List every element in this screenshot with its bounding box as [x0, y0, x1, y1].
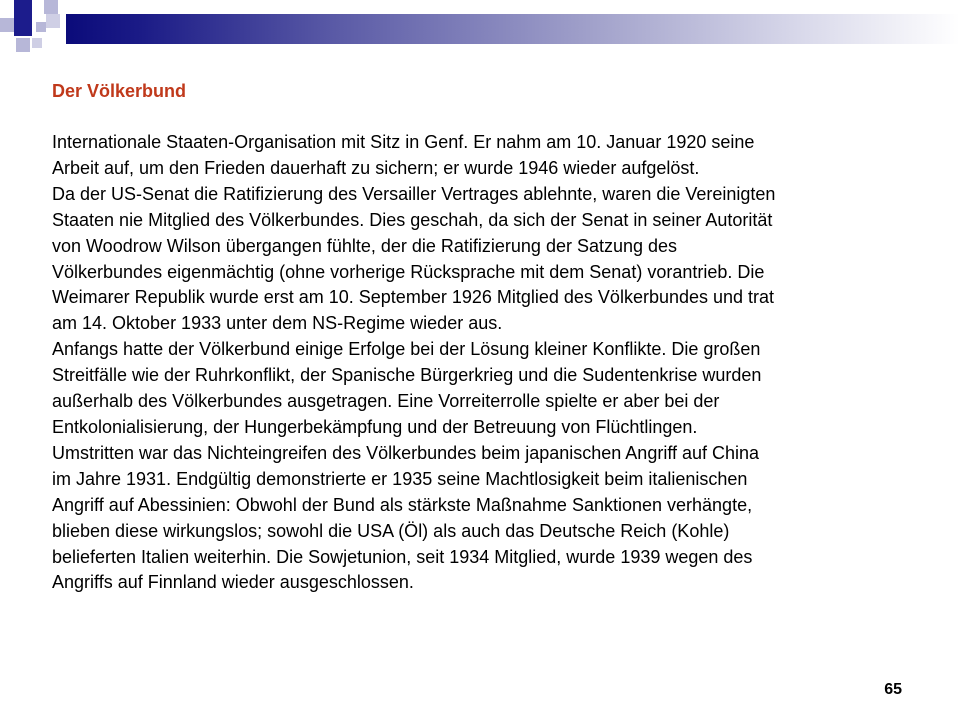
decor-square-dark	[14, 0, 32, 18]
decor-square-light	[36, 22, 46, 32]
body-line: blieben diese wirkungslos; sowohl die USA (Öl) als auch das Deutsche Reich (Kohle)	[52, 520, 730, 541]
body-line: belieferten Italien weiterhin. Die Sowjetunion, seit 1934 Mitglied, wurde 1939 wegen des	[52, 546, 753, 567]
body-line: Entkolonialisierung, der Hungerbekämpfung und der Betreuung von Flüchtlingen.	[52, 416, 698, 437]
body-line: Weimarer Republik wurde erst am 10. September 1926 Mitglied des Völkerbundes und trat	[52, 287, 775, 308]
decor-square-light	[16, 38, 30, 52]
slide-title: Der Völkerbund	[52, 81, 187, 101]
body-line: Staaten nie Mitglied des Völkerbundes. Dies geschah, da sich der Senat in seiner Autorität	[52, 209, 773, 230]
body-line: im Jahre 1931. Endgültig demonstrierte er 1935 seine Machtlosigkeit beim italienischen	[52, 468, 748, 489]
body-line: außerhalb des Völkerbundes ausgetragen. Eine Vorreiterrolle spielte er aber bei der	[52, 391, 720, 412]
decor-square-light	[46, 14, 60, 28]
decor-square-dark	[14, 18, 32, 36]
page-number: 65	[884, 681, 902, 698]
body-line: Völkerbundes eigenmächtig (ohne vorherige Rücksprache mit dem Senat) vorantrieb. Die	[52, 261, 765, 282]
decor-square-light	[32, 38, 42, 48]
body-line: Angriffs auf Finnland wieder ausgeschlossen.	[52, 572, 414, 593]
body-line: am 14. Oktober 1933 unter dem NS-Regime wieder aus.	[52, 313, 503, 334]
body-line: Internationale Staaten-Organisation mit Sitz in Genf. Er nahm am 10. Januar 1920 seine	[52, 132, 755, 152]
decor-square-light	[0, 18, 14, 32]
body-line: Arbeit auf, um den Frieden dauerhaft zu sichern; er wurde 1946 wieder aufgelöst.	[52, 157, 700, 178]
body-line: Anfangs hatte der Völkerbund einige Erfolge bei der Lösung kleiner Konflikte. Die großen	[52, 339, 761, 360]
decor-square-light	[44, 0, 58, 14]
slide-header-decoration	[0, 0, 960, 60]
body-line: von Woodrow Wilson übergangen fühlte, der die Ratifizierung der Satzung des	[52, 235, 678, 256]
body-line: Umstritten war das Nichteingreifen des Völkerbundes beim japanischen Angriff auf China	[52, 442, 760, 463]
header-gradient-bar	[66, 14, 960, 44]
body-text	[52, 130, 922, 596]
body-line: Streitfälle wie der Ruhrkonflikt, der Spanische Bürgerkrieg und die Sudentenkrise wurden	[52, 365, 762, 386]
body-line: Angriff auf Abessinien: Obwohl der Bund als stärkste Maßnahme Sanktionen verhängte,	[52, 494, 753, 515]
body-line: Da der US-Senat die Ratifizierung des Versailler Vertrages ablehnte, waren die Vereinigten	[52, 183, 776, 204]
